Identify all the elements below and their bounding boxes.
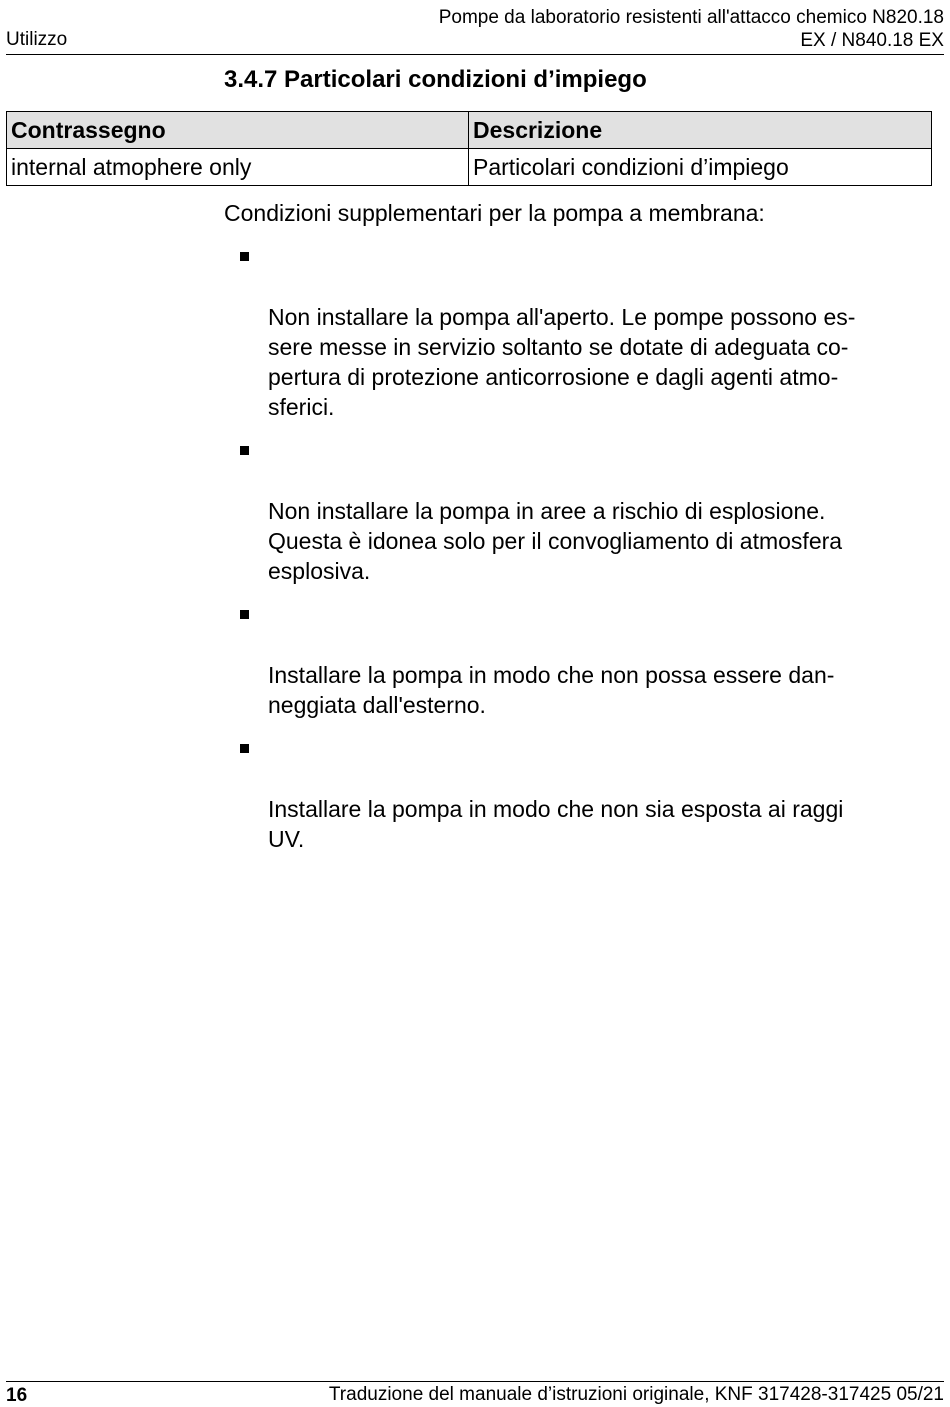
list-item-text: Installare la pompa in modo che non sia esposta ai raggi UV. [268,796,844,852]
header-document-title [439,6,944,52]
table-cell-description: Particolari condizioni d’impiego [469,149,932,186]
page-footer [6,1381,944,1406]
list-item [240,734,930,854]
list-item-text: Installare la pompa in modo che non possa essere dan- neggiata dall'esterno. [268,662,835,718]
table-header-description: Descrizione [469,112,932,149]
square-bullet-icon [240,610,249,619]
page-header [6,6,944,55]
page-number: 16 [6,1385,28,1406]
table-header-row [7,112,932,149]
list-item [240,600,930,720]
square-bullet-icon [240,744,249,753]
table-header-marking: Contrassegno [7,112,469,149]
header-doc-title-line1: Pompe da laboratorio resistenti all'attacco chemico N820.18 [438,7,944,28]
list-item-text: Non installare la pompa in aree a rischio di esplosione. Questa è idonea solo per il convogliamento di atmosfera esplosiva. [268,498,843,584]
square-bullet-icon [240,446,249,455]
section-title: 3.4.7 Particolari condizioni d’impiego [224,66,647,93]
list-item [240,242,930,422]
header-section-name: Utilizzo [6,29,68,50]
intro-paragraph: Condizioni supplementari per la pompa a membrana: [224,200,765,226]
table-cell-marking: internal atmophere only [7,149,469,186]
footer-document-reference: Traduzione del manuale d’istruzioni originale, KNF 317428-317425 05/21 [328,1384,944,1405]
conditions-list [240,242,930,868]
marking-table [6,111,932,186]
list-item-text: Non installare la pompa all'aperto. Le pompe possono es- sere messe in servizio soltanto se dotate di adeguata co- pertura di protezione anticorrosione e dagli agenti atmo- sferici. [268,304,856,420]
square-bullet-icon [240,252,249,261]
header-doc-title-line2: EX / N840.18 EX [800,30,944,51]
table-row [7,149,932,186]
list-item [240,436,930,586]
